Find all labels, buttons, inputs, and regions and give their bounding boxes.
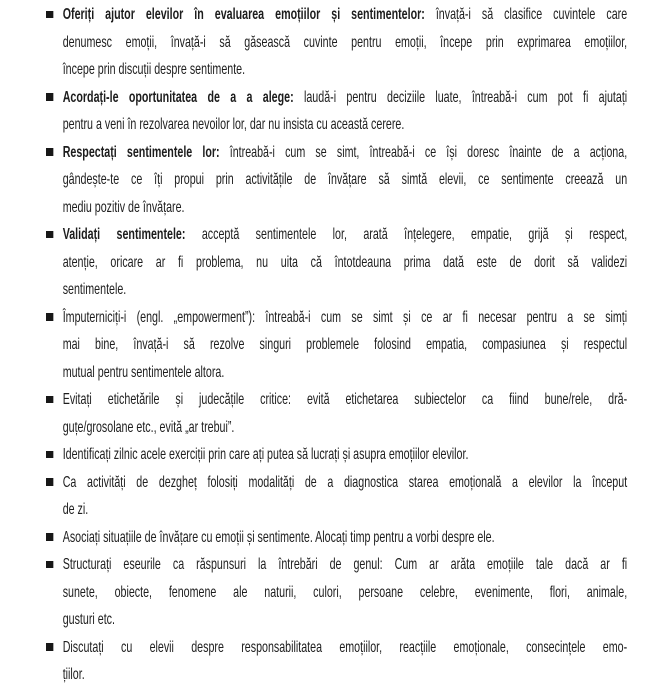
- text-line: [63, 606, 627, 634]
- bullet-marker-column: [46, 386, 63, 441]
- list-item: [46, 221, 627, 304]
- bullet-text: [63, 304, 627, 387]
- bullet-marker-column: [46, 84, 63, 139]
- text-line: [63, 304, 627, 332]
- text-line: [63, 1, 627, 29]
- line-text: Identificați zilnic acele exerciții prin care ați putea să lucrați și asupra emoțiilor elevilor.: [62, 446, 469, 463]
- text-line: [63, 551, 627, 579]
- list-item: [46, 139, 627, 222]
- line-text: gusturi etc.: [62, 611, 115, 628]
- line-text: mai bine, învață-i să rezolve singuri problemele folosind empatia, compasiunea și respectul: [62, 336, 628, 353]
- list-item: [46, 84, 627, 139]
- bullet-marker-column: [46, 139, 63, 222]
- text-line: [63, 29, 627, 57]
- bullet-marker-column: [46, 524, 63, 552]
- line-text: acceptă sentimentele lor, arată înțelegere, empatie, grijă și respect,: [185, 226, 628, 243]
- text-line: [63, 579, 627, 607]
- square-bullet-icon: [46, 643, 53, 651]
- line-text: Asociați situațiile de învățare cu emoții și sentimente. Alocați timp pentru a vorbi despre ele.: [62, 528, 495, 546]
- list-item: [46, 524, 627, 552]
- bullet-marker-column: [46, 304, 63, 387]
- list-item: [46, 386, 627, 441]
- text-line: [63, 56, 627, 84]
- bullet-text: [63, 551, 627, 634]
- line-text: învață-i să clasifice cuvintele care: [424, 6, 628, 23]
- text-line: [63, 194, 627, 222]
- text-line: [63, 84, 627, 112]
- line-text: Structurați eseurile ca răspunsuri la întrebări de genul: Cum ar arăta emoțiile tale dacă ar fi: [62, 556, 628, 573]
- list-item: [46, 1, 627, 84]
- bullet-text: [63, 221, 627, 304]
- run-in-heading: Validați sentimentele:: [62, 226, 186, 243]
- text-line: [63, 359, 627, 387]
- bullet-list: [46, 1, 627, 689]
- square-bullet-icon: [46, 11, 53, 19]
- line-text: întreabă-i cum se simt, întreabă-i ce își doresc înainte de a acționa,: [219, 143, 628, 161]
- line-text: Evitați etichetările și judecățile critice: evită etichetarea subiectelor ca fiind bune/rele, dră-: [62, 391, 628, 408]
- line-text: sunete, obiecte, fenomene ale naturii, culori, persoane celebre, evenimente, flori, animale,: [62, 583, 628, 601]
- square-bullet-icon: [46, 533, 53, 541]
- bullet-marker-column: [46, 221, 63, 304]
- list-item: [46, 304, 627, 387]
- bullet-marker-column: [46, 441, 63, 469]
- text-line: [63, 386, 627, 414]
- text-line: [63, 414, 627, 442]
- bullet-text: [63, 469, 627, 524]
- line-text: pentru a veni în rezolvarea nevoilor lor, dar nu insista cu această cerere.: [62, 116, 405, 133]
- square-bullet-icon: [46, 478, 53, 486]
- bullet-text: [63, 524, 627, 552]
- line-text: mediu pozitiv de învățare.: [62, 198, 185, 216]
- text-line: [63, 276, 627, 304]
- text-line: [63, 139, 627, 167]
- square-bullet-icon: [46, 148, 53, 156]
- text-line: [63, 524, 627, 552]
- text-line: [63, 166, 627, 194]
- bullet-marker-column: [46, 634, 63, 689]
- text-line: [63, 469, 627, 497]
- bullet-marker-column: [46, 469, 63, 524]
- bullet-marker-column: [46, 551, 63, 634]
- line-text: țiilor.: [62, 666, 85, 683]
- bullet-text: [63, 634, 627, 689]
- square-bullet-icon: [46, 561, 53, 569]
- text-line: [63, 221, 627, 249]
- text-line: [63, 111, 627, 139]
- bullet-text: [63, 441, 627, 469]
- text-line: [63, 634, 627, 662]
- run-in-heading: Respectați sentimentele lor:: [62, 143, 220, 161]
- line-text: sentimentele.: [62, 281, 127, 298]
- run-in-heading: Acordați-le oportunitatea de a a alege:: [62, 88, 294, 106]
- bullet-text: [63, 1, 627, 84]
- list-item: [46, 634, 627, 689]
- text-line: [63, 249, 627, 277]
- square-bullet-icon: [46, 313, 53, 321]
- line-text: mutual pentru sentimentele altora.: [62, 363, 225, 381]
- line-text: de zi.: [62, 501, 89, 518]
- list-item: [46, 441, 627, 469]
- run-in-heading: Oferiți ajutor elevilor în evaluarea emoțiilor și sentimentelor:: [62, 6, 425, 23]
- text-line: [63, 496, 627, 524]
- square-bullet-icon: [46, 396, 53, 404]
- bullet-text: [63, 386, 627, 441]
- square-bullet-icon: [46, 451, 53, 459]
- list-item: [46, 469, 627, 524]
- list-item: [46, 551, 627, 634]
- line-text: atenție, oricare ar fi problema, nu uita că întotdeauna prima dată este de dorit să validezi: [62, 253, 628, 271]
- bullet-text: [63, 84, 627, 139]
- square-bullet-icon: [46, 93, 53, 101]
- bullet-text: [63, 139, 627, 222]
- line-text: gândește-te ce îți propui prin activitățile de învățare să simtă elevii, ce sentimente creează un: [62, 171, 628, 188]
- bullet-marker-column: [46, 1, 63, 84]
- line-text: denumesc emoții, învață-i să găsească cuvinte pentru emoții, începe prin exprimarea emoțiilor,: [62, 33, 628, 51]
- square-bullet-icon: [46, 231, 53, 239]
- text-line: [63, 441, 627, 469]
- text-line: [63, 661, 627, 689]
- text-line: [63, 331, 627, 359]
- line-text: guțe/grosolane etc., evită „ar trebui”.: [62, 418, 235, 436]
- line-text: Ca activități de dezgheț folosiți modalități de a diagnostica starea emoțională a elevilor la început: [62, 473, 628, 491]
- line-text: Discutați cu elevii despre responsabilitatea emoțiilor, reacțiile emoționale, consecințele emo-: [62, 638, 628, 656]
- line-text: laudă-i pentru deciziile luate, întreabă-i cum pot fi ajutați: [293, 88, 628, 106]
- line-text: Împuterniciți-i (engl. „empowerment”): întreabă-i cum se simt și ce ar fi necesar pentru a se simți: [62, 308, 628, 326]
- line-text: începe prin discuții despre sentimente.: [62, 61, 246, 78]
